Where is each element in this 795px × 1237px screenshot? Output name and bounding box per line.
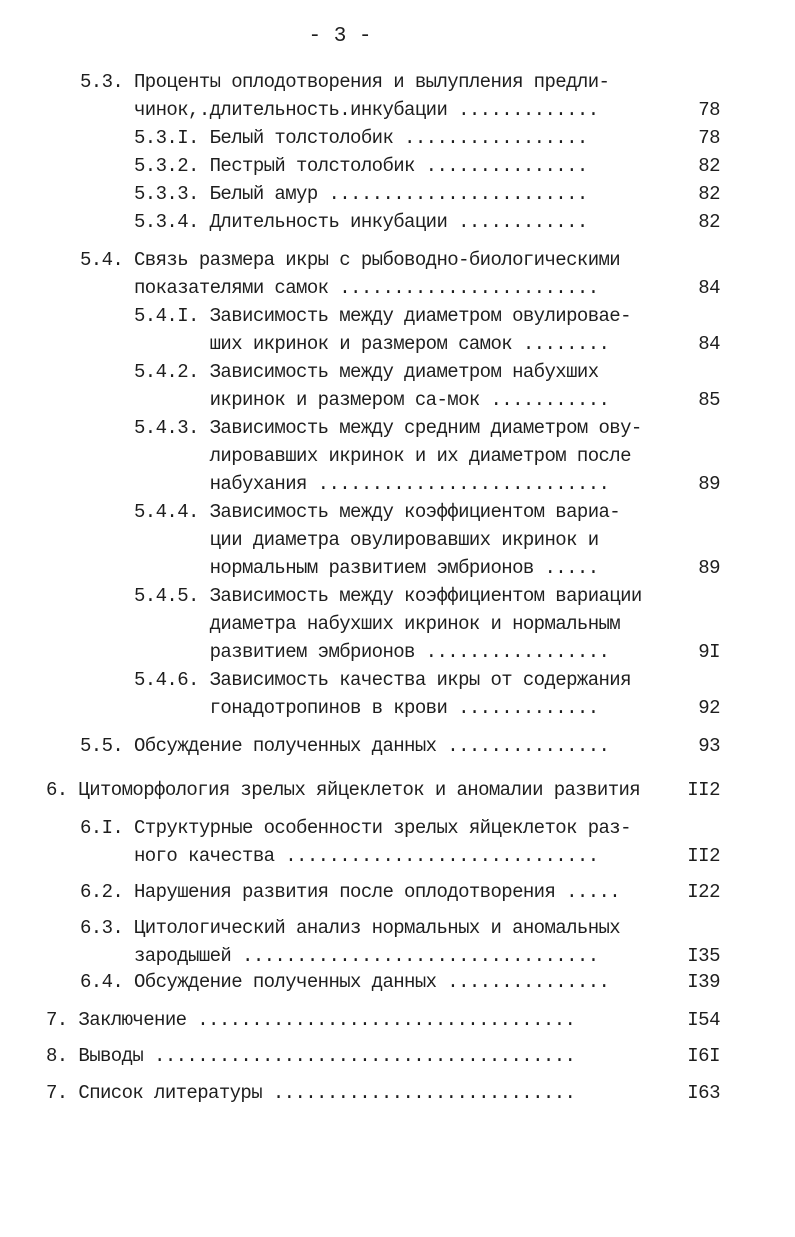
toc-page-number: 82 xyxy=(698,211,720,233)
toc-page-number: 82 xyxy=(698,183,720,205)
toc-line: зародышей ................................. xyxy=(80,945,599,967)
toc-page-number: I6I xyxy=(687,1045,720,1067)
toc-page-number: 78 xyxy=(698,99,720,121)
toc-line: лировавших икринок и их диаметром после xyxy=(80,445,631,467)
toc-line: развитием эмбрионов ................. xyxy=(80,641,610,663)
toc-line: 6.4. Обсуждение полученных данных ............... xyxy=(80,971,610,993)
toc-line: 5.3.I. Белый толстолобик ................. xyxy=(80,127,588,149)
toc-line: 7. Заключение ................................... xyxy=(46,1009,576,1031)
toc-line: 6. Цитоморфология зрелых яйцеклеток и аномалии развития xyxy=(46,779,641,801)
toc-line: чинок,.длительность.инкубации ............. xyxy=(80,99,599,121)
toc-line: 5.4. Связь размера икры с рыбоводно-биологическими xyxy=(80,249,621,271)
page-number-header: - 3 - xyxy=(308,25,372,48)
toc-line: 6.I. Структурные особенности зрелых яйцеклеток раз- xyxy=(80,817,631,839)
toc-line: гонадотропинов в крови ............. xyxy=(80,697,599,719)
toc-line: 5.5. Обсуждение полученных данных ............... xyxy=(80,735,610,757)
toc-line: 5.4.4. Зависимость между коэффициентом вариа- xyxy=(80,501,621,523)
toc-page-number: 9I xyxy=(698,641,720,663)
toc-line: 6.2. Нарушения развития после оплодотворения ..... xyxy=(80,881,621,903)
toc-line: ного качества ............................. xyxy=(80,845,599,867)
toc-line: 5.3. Проценты оплодотворения и вылупления предли- xyxy=(80,71,610,93)
toc-page-number: 84 xyxy=(698,333,720,355)
toc-page-number: I35 xyxy=(687,945,720,967)
toc-line: 7. Список литературы ............................ xyxy=(46,1082,576,1104)
toc-line: икринок и размером са-мок ........... xyxy=(80,389,610,411)
toc-page-number: II2 xyxy=(687,845,720,867)
toc-page-number: I54 xyxy=(687,1009,720,1031)
toc-line: 6.3. Цитологический анализ нормальных и аномальных xyxy=(80,917,621,939)
toc-line: диаметра набухших икринок и нормальным xyxy=(80,613,621,635)
toc-line: показателями самок ........................ xyxy=(80,277,599,299)
toc-line: нормальным развитием эмбрионов ..... xyxy=(80,557,599,579)
toc-line: 5.3.4. Длительность инкубации ............ xyxy=(80,211,588,233)
toc-line: 5.3.2. Пестрый толстолобик ............... xyxy=(80,155,588,177)
toc-page-number: I63 xyxy=(687,1082,720,1104)
toc-line: 5.4.5. Зависимость между коэффициентом вариации xyxy=(80,585,642,607)
toc-line: 5.4.I. Зависимость между диаметром овулироваe- xyxy=(80,305,631,327)
toc-line: 5.3.3. Белый амур ........................ xyxy=(80,183,588,205)
toc-page-number: 89 xyxy=(698,557,720,579)
toc-page-number: I39 xyxy=(687,971,720,993)
toc-line: 5.4.2. Зависимость между диаметром набухших xyxy=(80,361,599,383)
toc-line: ции диаметра овулировавших икринок и xyxy=(80,529,599,551)
toc-page-number: 82 xyxy=(698,155,720,177)
toc-page-number: I22 xyxy=(687,881,720,903)
toc-page-number: 85 xyxy=(698,389,720,411)
toc-page-number: 93 xyxy=(698,735,720,757)
toc-page-number: II2 xyxy=(687,779,720,801)
toc-page-number: 78 xyxy=(698,127,720,149)
toc-page-number: 84 xyxy=(698,277,720,299)
toc-line: 5.4.3. Зависимость между средним диаметром ову- xyxy=(80,417,642,439)
toc-line: ших икринок и размером самок ........ xyxy=(80,333,610,355)
toc-line: набухания ........................... xyxy=(80,473,610,495)
toc-line: 8. Выводы ....................................... xyxy=(46,1045,576,1067)
toc-page-number: 92 xyxy=(698,697,720,719)
toc-line: 5.4.6. Зависимость качества икры от содержания xyxy=(80,669,631,691)
toc-page-number: 89 xyxy=(698,473,720,495)
